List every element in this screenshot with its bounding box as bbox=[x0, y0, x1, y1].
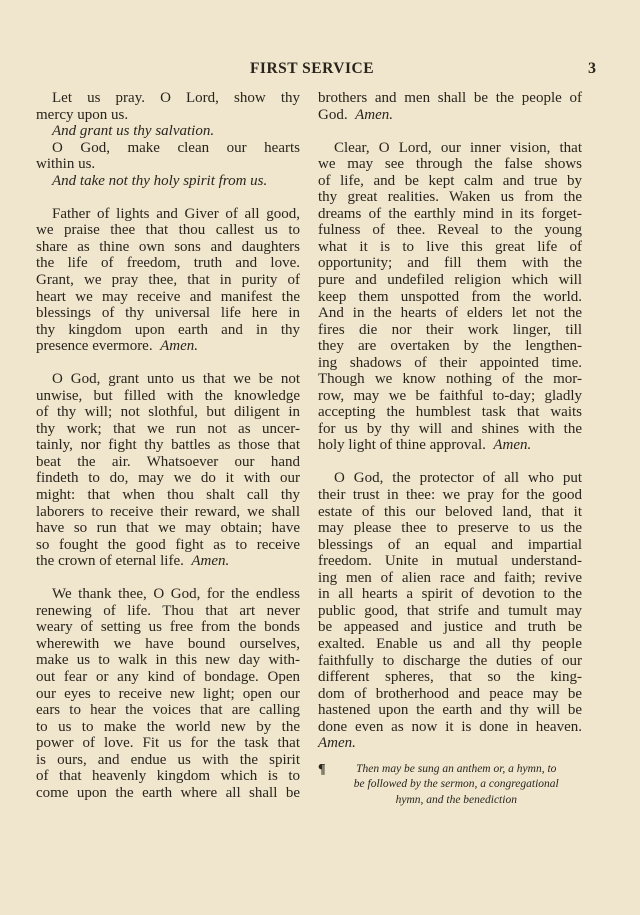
text-line: for us by thy will and shines with the bbox=[318, 420, 582, 437]
rubric-line: be followed by the sermon, a congregational bbox=[353, 778, 559, 791]
amen-label: Amen. bbox=[318, 735, 356, 752]
running-head: FIRST SERVICE bbox=[249, 60, 375, 77]
text-line: row, may we be faithful to-day; gladly bbox=[318, 387, 582, 404]
text-line: the life of freedom, truth and love. bbox=[36, 255, 300, 272]
text-line: pure and undefiled religion which will bbox=[318, 271, 582, 288]
text-line: to us to make the world new by the bbox=[36, 718, 300, 735]
prayer-paragraph bbox=[36, 206, 300, 338]
right-column bbox=[318, 90, 582, 808]
text-line: accepting the humblest task that waits bbox=[318, 404, 582, 421]
text-line: of thy will; not slothful, but diligent in bbox=[36, 404, 300, 421]
text-line: faithfully to discharge the duties of our bbox=[318, 652, 582, 669]
prayer-paragraph-continued bbox=[318, 90, 582, 107]
amen-label: Amen. bbox=[355, 106, 393, 123]
versicle-line: mercy upon us. bbox=[36, 106, 129, 123]
text-line: thy kingdom upon earth and in thy bbox=[36, 321, 300, 338]
text-line: power of love. Fit us for the task that bbox=[36, 735, 300, 752]
text-line: findeth to do, may we do it with our bbox=[36, 470, 300, 487]
text-line: in all hearts a spirit of devotion to the bbox=[318, 586, 582, 603]
text-line: of that heavenly kingdom which is to bbox=[36, 768, 300, 785]
text-line: hastened upon the earth and thy will be bbox=[318, 702, 582, 719]
text-line: weary of setting us free from the bonds bbox=[36, 619, 300, 636]
prayer-paragraph bbox=[318, 470, 582, 735]
prayer-last-line: God. Amen. bbox=[318, 106, 393, 123]
page-number: 3 bbox=[588, 60, 596, 77]
text-line: exalted. Enable us and all thy people bbox=[318, 635, 582, 652]
left-column bbox=[36, 90, 300, 801]
text-line: may please thee to preserve to us the bbox=[318, 520, 582, 537]
text-line: freedom. Unite in mutual understand- bbox=[318, 553, 582, 570]
versicle-line: O God, make clean our hearts bbox=[52, 139, 300, 156]
text-line: opportunity; and fill them with the bbox=[318, 255, 582, 272]
text-line: have so run that we may obtain; have bbox=[36, 520, 300, 537]
text-line: share as thine own sons and daughters bbox=[36, 238, 300, 255]
text-line: renewing of life. Thou that art never bbox=[36, 602, 300, 619]
text-line: wherewith we have bound ourselves, bbox=[36, 635, 300, 652]
text-line: out fear or any kind of bondage. Open bbox=[36, 669, 300, 685]
text-line: Though we know nothing of the mor- bbox=[318, 371, 582, 388]
text-line: is ours, and endue us with the spirit bbox=[36, 751, 300, 768]
text-line: we may see through the false shows bbox=[318, 156, 582, 173]
amen-label: Amen. bbox=[191, 553, 230, 570]
text-line: beat the air. Whatsoever our hand bbox=[36, 453, 300, 470]
text-line: what it is to live this great life of bbox=[318, 238, 582, 255]
rubric-note bbox=[318, 762, 582, 809]
rubric-line: hymn, and the benediction bbox=[395, 793, 517, 806]
text-line: we praise thee that thou callest us to bbox=[36, 222, 300, 239]
prayer-paragraph bbox=[36, 586, 300, 801]
response-line: And grant us thy salvation. bbox=[52, 123, 215, 140]
text-line: heart we may receive and manifest the bbox=[36, 288, 300, 305]
text-line: fires die nor their work linger, till bbox=[318, 321, 582, 338]
amen-label: Amen. bbox=[493, 437, 532, 454]
rubric-line: Then may be sung an anthem or, a hymn, to bbox=[356, 762, 557, 775]
text-line: might: that when thou shalt call thy bbox=[36, 487, 300, 504]
versicle-line: Let us pray. O Lord, show thy bbox=[52, 90, 300, 106]
text-line: public good, that strife and tumult may bbox=[318, 602, 582, 619]
text-line: ing men of alien race and faith; revive bbox=[318, 569, 582, 586]
text-line: thy work; that we run not as uncer- bbox=[36, 420, 300, 437]
prayer-paragraph bbox=[318, 140, 582, 438]
text-line: O God, the protector of all who put bbox=[334, 470, 582, 487]
text-line: of life, and be kept calm and true by bbox=[318, 172, 582, 189]
text-line: tainly, nor fight thy battles as those that bbox=[36, 437, 300, 454]
text-line: Clear, O Lord, our inner vision, that bbox=[334, 139, 582, 156]
text-line: come upon the earth where all shall be bbox=[36, 784, 300, 801]
text-line: blessings of an equal and impartial bbox=[318, 536, 582, 553]
text-line: different spheres, that so the king- bbox=[318, 669, 582, 686]
text-line: thy great realities. Waken us from the bbox=[318, 189, 582, 206]
text-line: dom of brotherhood and peace may be bbox=[318, 685, 582, 702]
prayer-last-line: presence evermore. Amen. bbox=[36, 338, 199, 355]
text-line: estate of this our beloved land, that it bbox=[318, 503, 582, 520]
text-line: keep them unspotted from the world. bbox=[318, 288, 582, 305]
text-line: our eyes to receive new light; open our bbox=[36, 685, 300, 702]
text-line: We thank thee, O God, for the endless bbox=[52, 586, 300, 603]
text-line: brothers and men shall be the people of bbox=[318, 90, 582, 106]
amen-label: Amen. bbox=[160, 338, 199, 355]
text-line: ears to hear the voices that are calling bbox=[36, 702, 300, 719]
text-line: make us to walk in this new day with- bbox=[36, 652, 300, 669]
prayer-last-line: the crown of eternal life. Amen. bbox=[36, 553, 230, 570]
response-line: And take not thy holy spirit from us. bbox=[52, 172, 268, 189]
prayer-last-line bbox=[318, 735, 582, 752]
text-line: done even as now it is done in heaven. bbox=[318, 718, 582, 735]
prayer-paragraph bbox=[36, 371, 300, 553]
text-line: fulness of thee. Reveal to the young bbox=[318, 222, 582, 239]
rubric-mark-icon: ¶ bbox=[318, 761, 326, 777]
text-line: they are overtaken by the lengthen- bbox=[318, 338, 582, 355]
rubric-text bbox=[331, 762, 582, 809]
text-line: Grant, we pray thee, that in purity of bbox=[36, 271, 300, 288]
text-line: Father of lights and Giver of all good, bbox=[52, 205, 300, 222]
text-line: so fought the good fight as to receive bbox=[36, 536, 300, 553]
text-line: O God, grant unto us that we be not bbox=[52, 371, 300, 388]
text-line: unwise, but filled with the knowledge bbox=[36, 387, 300, 404]
text-line: their trust in thee: we pray for the good bbox=[318, 487, 582, 504]
text-line: dreams of the earthly mind in its forget- bbox=[318, 205, 582, 222]
text-line: laborers to receive their reward, we shall bbox=[36, 503, 300, 520]
text-line: blessings of thy universal life here in bbox=[36, 305, 300, 322]
text-line: ing shadows of their appointed time. bbox=[318, 354, 582, 371]
prayer-last-line: holy light of thine approval. Amen. bbox=[318, 437, 532, 454]
text-line: And in the hearts of elders let not the bbox=[318, 305, 582, 322]
versicle-line: within us. bbox=[36, 156, 96, 173]
text-line: be appeased and justice and truth be bbox=[318, 619, 582, 636]
